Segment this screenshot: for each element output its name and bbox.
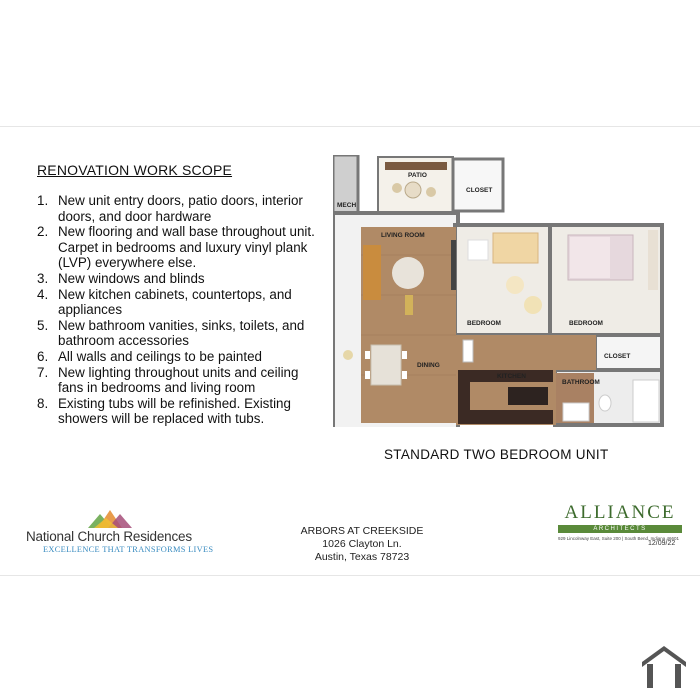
address-line-1: ARBORS AT CREEKSIDE xyxy=(300,525,424,537)
list-item: 1. New unit entry doors, patio doors, interior doors, and door hardware xyxy=(37,193,303,224)
document-sheet xyxy=(0,126,700,576)
room-label-bathroom: BATHROOM xyxy=(562,379,600,386)
list-item: 7. New lighting throughout units and ceiling fans in bedrooms and living room xyxy=(37,364,299,396)
room-label-dining: DINING xyxy=(417,362,440,369)
document-date: 12/09/22 xyxy=(648,540,676,547)
property-address xyxy=(282,525,442,564)
list-item: 2. New flooring and wall base throughout unit. Carpet in bedrooms and luxury vinyl plank (LVP) everywhere else. xyxy=(37,224,315,271)
list-item: 6. All walls and ceilings to be painted xyxy=(37,348,262,364)
ncr-tagline: EXCELLENCE THAT TRANSFORMS LIVES xyxy=(43,545,214,554)
alliance-address: 929 Lincolnway East, Suite 200 | South Bend, Indiana 46601 xyxy=(558,536,680,541)
home-icon[interactable] xyxy=(638,640,690,692)
room-label-bedroom2: BEDROOM xyxy=(569,320,603,327)
alliance-logo xyxy=(558,502,682,541)
floor-plan xyxy=(333,155,668,427)
alliance-subtitle: ARCHITECTS xyxy=(558,525,682,533)
room-label-living: LIVING ROOM xyxy=(381,232,425,239)
address-line-3: Austin, Texas 78723 xyxy=(314,551,410,563)
list-item: 4. New kitchen cabinets, countertops, and appliances xyxy=(37,286,292,318)
room-label-kitchen: KITCHEN xyxy=(497,373,526,380)
floorplan-caption: STANDARD TWO BEDROOM UNIT xyxy=(384,447,609,462)
room-label-bedroom1: BEDROOM xyxy=(467,320,501,327)
list-item: 5. New bathroom vanities, sinks, toilets, and bathroom accessories xyxy=(37,317,305,349)
scope-list xyxy=(37,193,327,427)
room-label-mech: MECH xyxy=(337,202,357,209)
ncr-name: National Church Residences xyxy=(26,529,192,544)
alliance-name: ALLIANCE xyxy=(564,502,676,523)
scope-title: RENOVATION WORK SCOPE xyxy=(37,162,233,178)
room-label-patio: PATIO xyxy=(408,172,427,179)
list-item: 3. New windows and blinds xyxy=(37,270,205,286)
room-label-closet-right: CLOSET xyxy=(604,353,631,360)
dining-furniture xyxy=(365,345,407,385)
address-line-2: 1026 Clayton Ln. xyxy=(322,538,402,550)
list-item: 8. Existing tubs will be refinished. Existing showers will be replaced with tubs. xyxy=(37,395,291,427)
room-label-closet-top: CLOSET xyxy=(466,187,493,194)
